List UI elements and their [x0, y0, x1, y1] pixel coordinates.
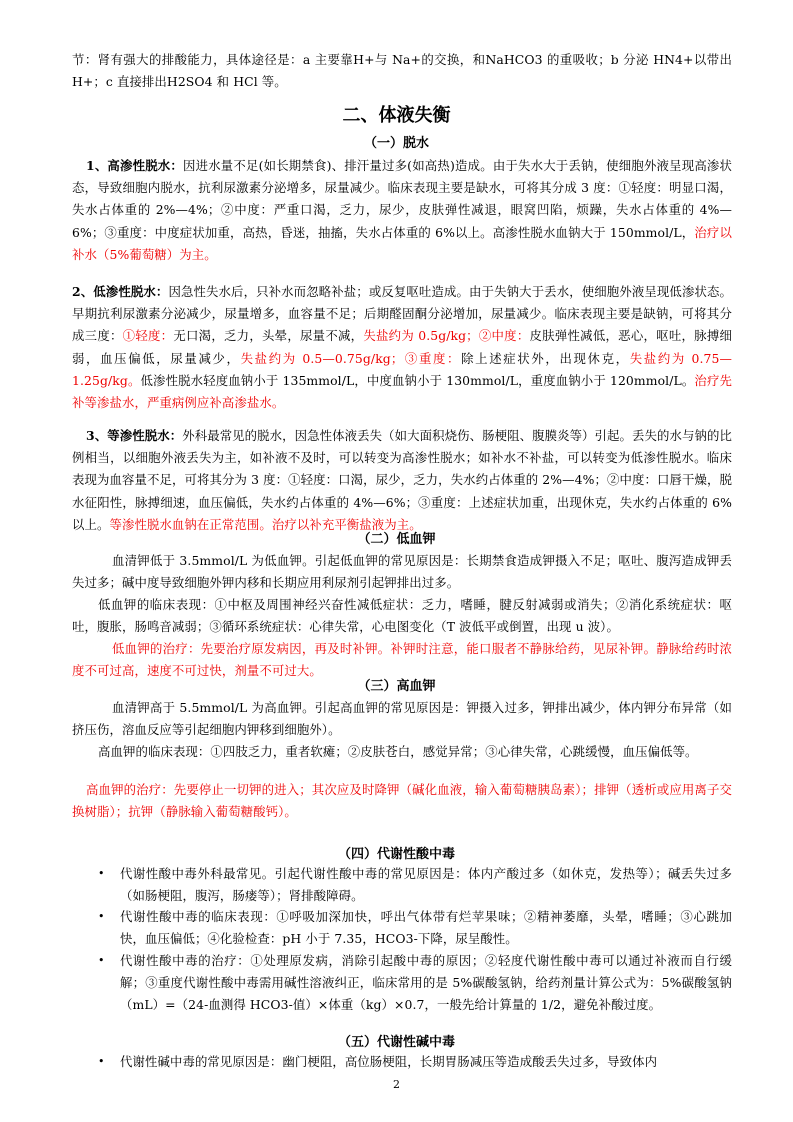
- hypertonic-term: 1、高渗性脱水：: [86, 158, 183, 173]
- acidosis-treatment-item: 代谢性酸中毒的治疗：①处理原发病，消除引起酸中毒的原因；②轻度代谢性酸中毒可以通过补液而自行缓解；③重度代谢性酸中毒需用碱性溶液纠正，临床常用的是 5%碳酸氢钠，给药剂量计算公式为：5%碳酸氢钠（mL）=（24-血测得 HCO3-值）×体重（kg）×0.7，一般先给计算量的 1/2，避免补酸过度。: [120, 953, 732, 1013]
- hypokalemia-symptoms: 低血钾的临床表现：①中枢及周围神经兴奋性减低症状：乏力，嗜睡，腱反射减弱或消失；②消化系统症状：呕吐，腹胀，肠鸣音减弱；③循环系统症状：心律失常，心电图变化（T 波低平或倒置，出现 u 波）。: [72, 597, 732, 635]
- hypotonic-dehydration-paragraph: [72, 281, 732, 414]
- hypokalemia-treatment: 低血钾的治疗：先要治疗原发病因，再及时补钾。补钾时注意，能口服者不静脉给药，见尿补钾。静脉给药时浓度不可过高，速度不可过快，剂量不可过大。: [72, 641, 732, 679]
- hypotonic-text: 因急性失水后，只补水而忽略补盐；或反复呕吐造成。由于失钠大于丢水，使细胞外液呈现低渗状态。早期抗利尿激素分泌减少，尿量增多，血容量不足；后期醛固酮分泌增加，尿量减少。临床表现主要是缺钠，可将其分成三度：: [72, 284, 733, 344]
- hypotonic-mild-text: 无口渴，乏力，头晕，尿量不减，: [173, 328, 364, 344]
- acidosis-causes-item: 代谢性酸中毒外科最常见。引起代谢性酸中毒的常见原因是：体内产酸过多（如休克，发热等）；碱丢失过多（如肠梗阻，腹泻，肠瘘等）；肾排酸障碍。: [120, 866, 732, 904]
- hypotonic-term: 2、低渗性脱水：: [72, 284, 169, 299]
- intro-paragraph: 节：肾有强大的排酸能力，具体途径是：a 主要靠H+与 Na+的交换，和NaHCO3 的重吸收；b 分泌 HN4+以带出 H+；c 直接排出H2SO4 和 HCl 等。: [72, 52, 732, 90]
- hypotonic-moderate-label: ②中度：: [478, 328, 530, 344]
- hypotonic-mild-loss: 失盐约为 0.5g/kg；: [363, 328, 479, 344]
- alkalosis-causes-item: 代谢性碱中毒的常见原因是：幽门梗阻，高位肠梗阻，长期胃肠减压等造成酸丢失过多，导致体内: [120, 1054, 658, 1069]
- isotonic-dehydration-paragraph: [72, 425, 732, 536]
- hyperkalemia-treatment: 高血钾的治疗：先要停止一切钾的进入；其次应及时降钾（碱化血液，输入葡萄糖胰岛素）；排钾（透析或应用离子交换树脂）；抗钾（静脉输入葡萄糖酸钙）。: [72, 782, 732, 820]
- hypokalemia-causes: 血清钾低于 3.5mmol/L 为低血钾。引起低血钾的常见原因是：长期禁食造成钾摄入不足；呕吐、腹泻造成钾丢失过多；碱中度导致细胞外钾内移和长期应用利尿剂引起钾排出过多。: [72, 553, 732, 591]
- isotonic-term: 3、等渗性脱水：: [86, 428, 183, 443]
- metabolic-alkalosis-heading: （五）代谢性碱中毒: [337, 1035, 455, 1050]
- hypotonic-treatment: 治疗先补等渗盐水，严重病例应补高渗盐水。: [72, 372, 732, 411]
- hyperkalemia-causes: 血清钾高于 5.5mmol/L 为高血钾。引起高血钾的常见原因是：钾摄入过多，钾排出减少，体内钾分布异常（如挤压伤，溶血反应等引起细胞内钾移到细胞外）。: [72, 700, 732, 738]
- bullet-icon: •: [98, 867, 105, 880]
- acidosis-symptoms-item: 代谢性酸中毒的临床表现：①呼吸加深加快，呼出气体带有烂苹果味；②精神萎靡，头晕，嗜睡；③心跳加快，血压偏低；④化验检查：pH 小于 7.35，HCO3-下降，尿呈酸性。: [120, 909, 732, 947]
- hypokalemia-heading: （二）低血钾: [357, 532, 436, 547]
- hypotonic-sodium-text: 低渗性脱水轻度血钠小于 135mmol/L，中度血钠小于 130mmol/L，重度血钠小于 120mmol/L。: [140, 372, 695, 388]
- hypotonic-moderate-text: 皮肤弹性减低，恶心，呕吐，脉搏细弱，血压偏低，尿量减少，: [72, 328, 732, 366]
- hypotonic-severe-loss: 失盐约为 0.75—1.25g/kg。: [72, 350, 732, 388]
- hyperkalemia-heading: （三）高血钾: [357, 679, 436, 694]
- hypotonic-moderate-loss: 失盐约为 0.5—0.75g/kg；: [240, 350, 404, 366]
- section-title: 二、体液失衡: [342, 105, 451, 126]
- bullet-icon: •: [98, 910, 105, 923]
- isotonic-text: 外科最常见的脱水，因急性体液丢失（如大面积烧伤、肠梗阻、腹膜炎等）引起。丢失的水与钠的比例相当，以细胞外液丢失为主，如补液不及时，可以转变为高渗性脱水；如补水不补盐，可以转变为低渗性脱水。临床表现为血容量不足，可将其分为 3 度：①轻度：口渴，尿少，乏力，失水约占体重的 2%—4%；②中度：口唇干燥，脱水征阳性，脉搏细速，血压偏低，失水约占体重的 4%—6%；③重度：上述症状加重，出现休克，失水约占体重的 6%以上。: [72, 428, 733, 532]
- hypotonic-severe-label: ③重度：: [403, 350, 462, 366]
- isotonic-treatment: 等渗性脱水血钠在正常范围。治疗以补充平衡盐液为主。: [109, 516, 422, 532]
- hypotonic-mild-label: ①轻度：: [122, 328, 174, 344]
- metabolic-acidosis-heading: （四）代谢性酸中毒: [337, 847, 455, 862]
- bullet-icon: •: [98, 954, 105, 967]
- bullet-icon: •: [98, 1055, 105, 1068]
- hypertonic-text: 因进水量不足(如长期禁食)、排汗量过多(如高热)造成。由于失水大于丢钠，使细胞外液呈现高渗状态，导致细胞内脱水，抗利尿激素分泌增多，尿量减少。临床表现主要是缺水，可将其分成 3 度：①轻度：明显口渴，失水占体重的 2%—4%；②中度：严重口渴，乏力，尿少，皮肤弹性减退，眼窝凹陷，烦躁，失水占体重的 4%—6%；③重度：中度症状加重，高热，昏迷，抽搐，失水占体重的 6%以上。高渗性脱水血钠大于 150mmol/L，: [72, 158, 733, 240]
- hyperkalemia-symptoms: 高血钾的临床表现：①四肢乏力，重者软瘫；②皮肤苍白，感觉异常；③心律失常，心跳缓慢，血压偏低等。: [98, 744, 698, 759]
- dehydration-heading: （一）脱水: [363, 136, 429, 151]
- hypertonic-dehydration-paragraph: [72, 155, 732, 266]
- hypotonic-severe-text: 除上述症状外，出现休克，: [461, 350, 630, 366]
- hypertonic-treatment: 治疗以补水（5%葡萄糖）为主。: [72, 224, 732, 262]
- page-number: 2: [393, 1078, 400, 1091]
